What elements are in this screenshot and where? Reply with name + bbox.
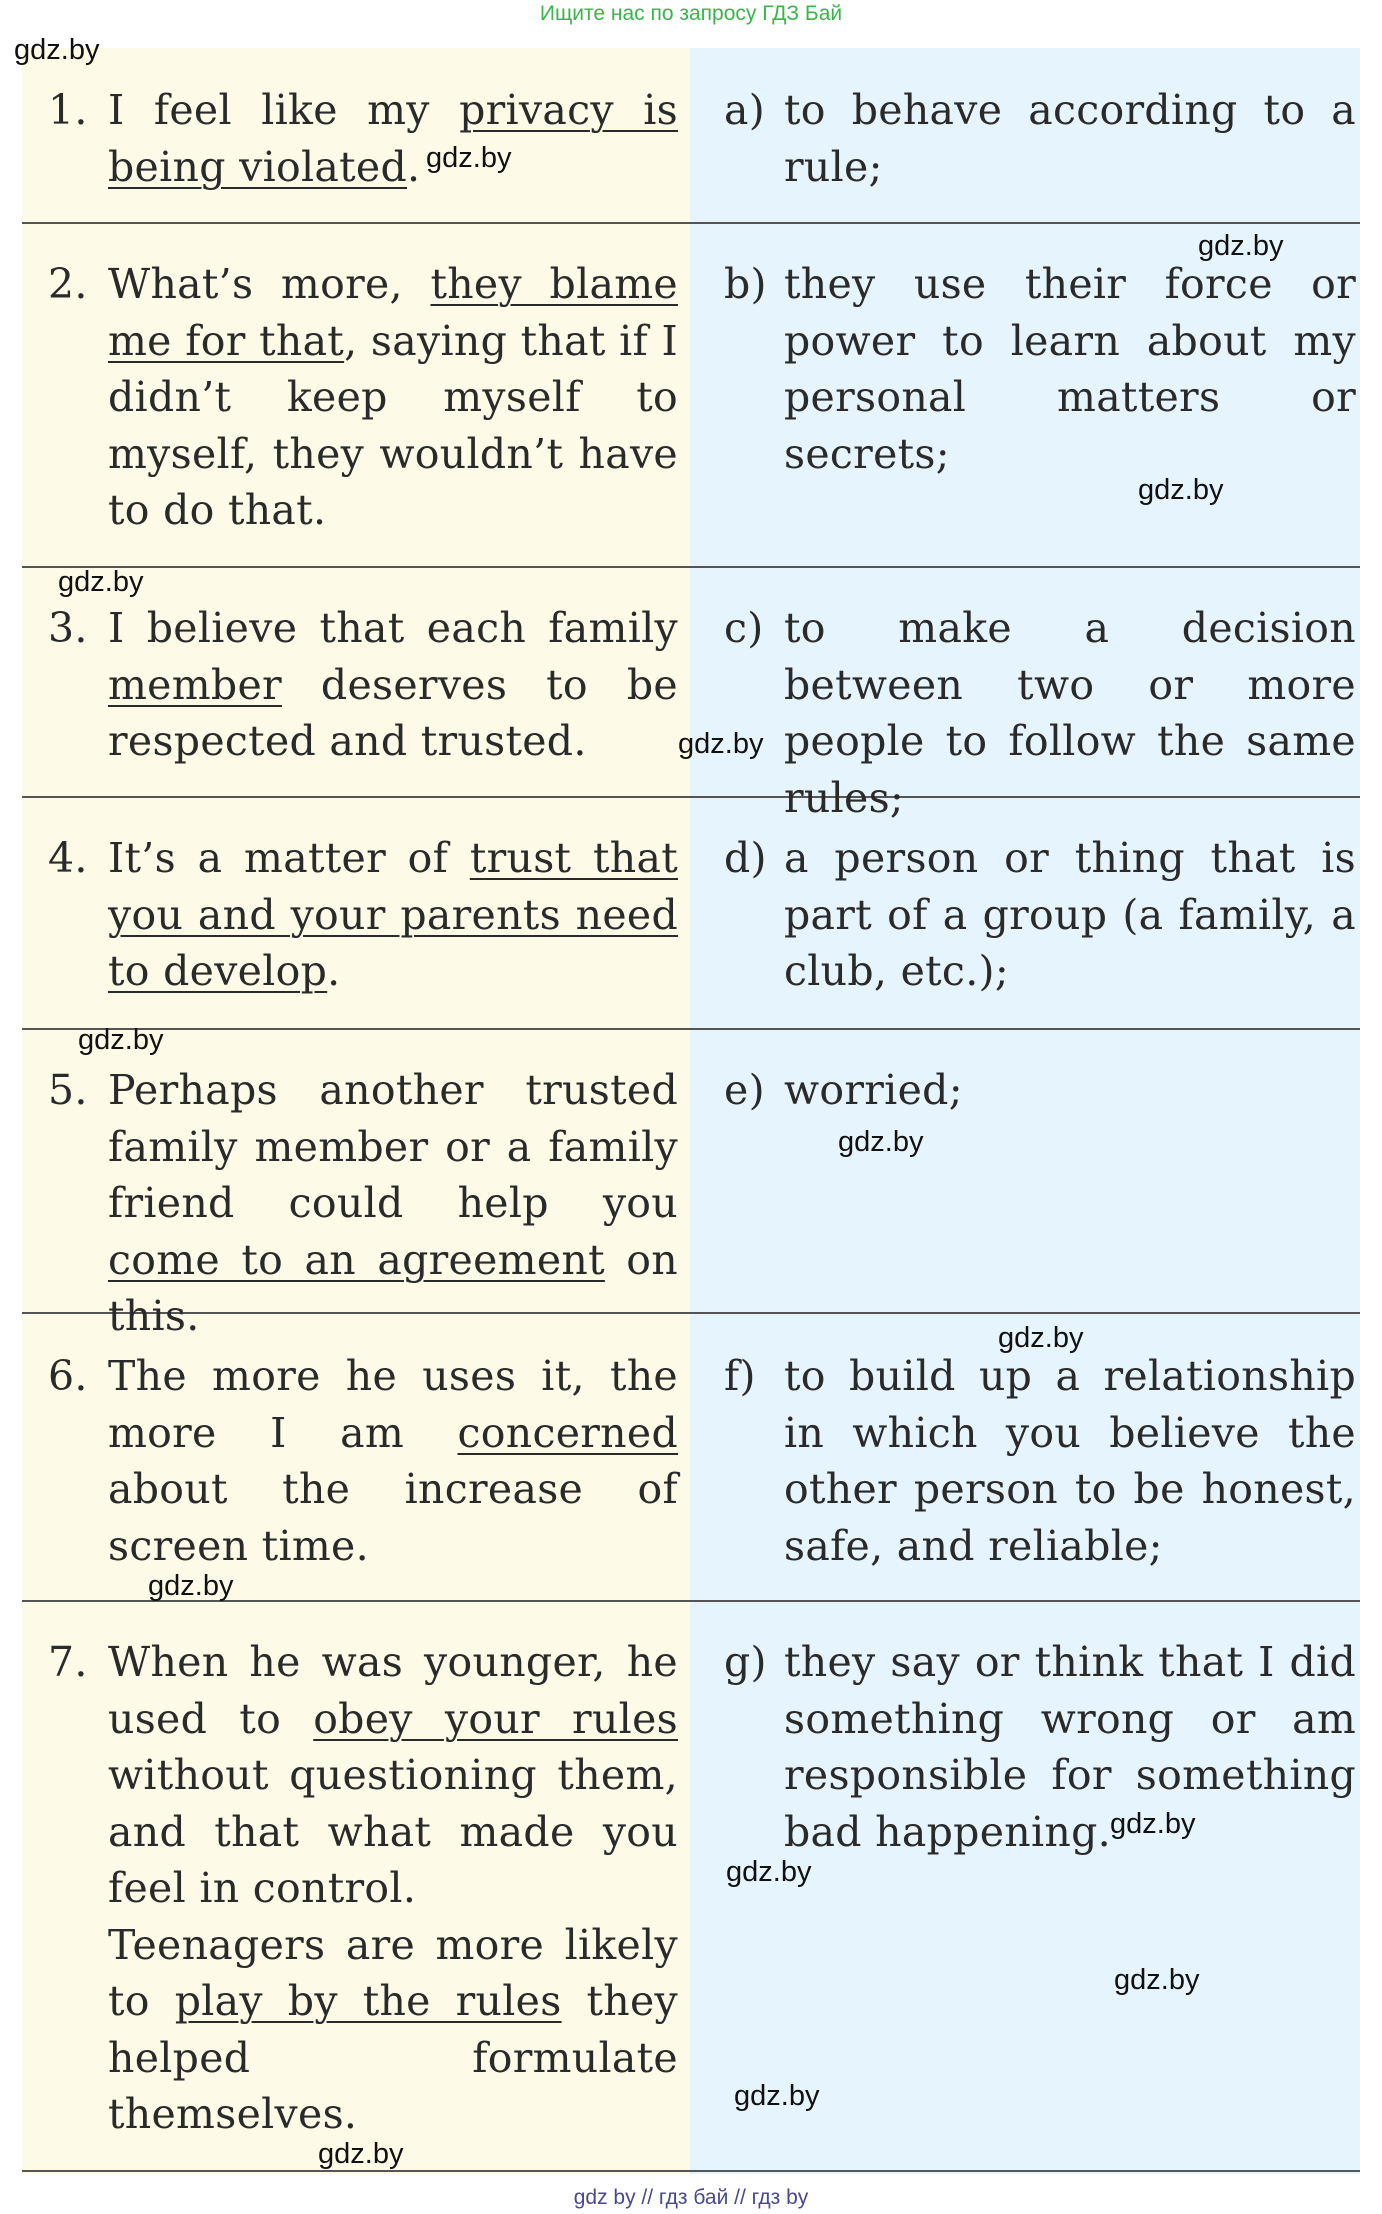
definition-text: to behave according to a rule; xyxy=(784,86,1356,191)
underlined-phrase: privacy is being violated xyxy=(108,86,679,191)
phrase-number: 5. xyxy=(48,1066,88,1114)
definition-letter: a) xyxy=(724,86,766,134)
underlined-phrase: concerned xyxy=(457,1408,678,1457)
definition-letter: d) xyxy=(724,834,767,882)
watermark: gdz.by xyxy=(838,1126,924,1158)
matching-table xyxy=(22,48,1360,2174)
watermark: gdz.by xyxy=(734,2080,820,2112)
row-divider xyxy=(22,2170,1360,2172)
row-divider xyxy=(22,1028,1360,1030)
phrase-text: I believe that each family member deserves to be respected and trusted. xyxy=(108,604,678,765)
definition-text: they say or think that I did something wrong or am responsible for something bad happening. xyxy=(784,1638,1356,1856)
underlined-phrase: trust that you and your parents need to develop xyxy=(108,834,678,995)
top-banner[interactable]: Ищите нас по запросу ГДЗ Бай xyxy=(539,2,843,25)
underlined-phrase: play by the rules xyxy=(174,1977,562,2025)
definition-text: a person or thing that is part of a group (a family, a club, etc.); xyxy=(784,834,1356,995)
phrase-text: I feel like my privacy is being violated. xyxy=(108,86,679,191)
watermark: gdz.by xyxy=(1114,1964,1200,1996)
phrase-number: 3. xyxy=(48,604,88,652)
underlined-phrase: come to an agreement xyxy=(108,1235,605,1284)
definition-text: to build up a relationship in which you believe the other person to be honest, safe, and reliable; xyxy=(784,1352,1356,1570)
underlined-phrase: they blame me for that xyxy=(108,260,678,365)
watermark: gdz.by xyxy=(1110,1808,1196,1840)
underlined-phrase: obey your rules xyxy=(313,1694,678,1743)
definition-letter: b) xyxy=(724,260,767,308)
watermark: gdz.by xyxy=(58,566,144,598)
watermark: gdz.by xyxy=(14,34,100,66)
phrase-number: 6. xyxy=(48,1352,88,1400)
phrase-text: What’s more, they blame me for that, saying that if I didn’t keep myself to myself, they wouldn’t have to do that. xyxy=(108,260,678,534)
watermark: gdz.by xyxy=(998,1322,1084,1354)
watermark: gdz.by xyxy=(678,728,764,760)
definition-letter: e) xyxy=(724,1066,765,1114)
phrase-text: Perhaps another trusted family member or a family friend could help you come to an agreement on this. xyxy=(108,1066,678,1340)
phrase-number: 2. xyxy=(48,260,88,308)
phrase-number: 1. xyxy=(48,86,88,134)
definition-letter: f) xyxy=(724,1352,756,1400)
bottom-banner[interactable]: gdz by // гдз бай // гдз by xyxy=(573,2186,809,2209)
phrase-number: 4. xyxy=(48,834,88,882)
watermark: gdz.by xyxy=(726,1856,812,1888)
phrase-number: 7. xyxy=(48,1638,88,1686)
watermark: gdz.by xyxy=(426,142,512,174)
row-divider xyxy=(22,566,1360,568)
watermark: gdz.by xyxy=(1138,474,1224,506)
phrase-text: The more he uses it, the more I am concerned about the increase of screen time. xyxy=(108,1352,678,1570)
definition-text: they use their force or power to learn about my personal matters or secrets; xyxy=(784,260,1356,478)
row-divider xyxy=(22,222,1360,224)
definition-letter: c) xyxy=(724,604,764,652)
definition-letter: g) xyxy=(724,1638,767,1686)
definition-text: worried; xyxy=(784,1066,963,1114)
phrase-text: When he was younger, he used to obey your rules without questioning them, and that what made you feel in control. Teenagers are more likely to play by the rules they helped formulate themselves. xyxy=(108,1638,679,2138)
underlined-phrase: member xyxy=(108,660,282,709)
watermark: gdz.by xyxy=(148,1570,234,1602)
watermark: gdz.by xyxy=(78,1024,164,1056)
watermark: gdz.by xyxy=(318,2138,404,2170)
watermark: gdz.by xyxy=(1198,230,1284,262)
definition-text: to make a decision between two or more people to follow the same rules; xyxy=(784,604,1356,822)
phrase-text: It’s a matter of trust that you and your parents need to develop. xyxy=(108,834,678,995)
